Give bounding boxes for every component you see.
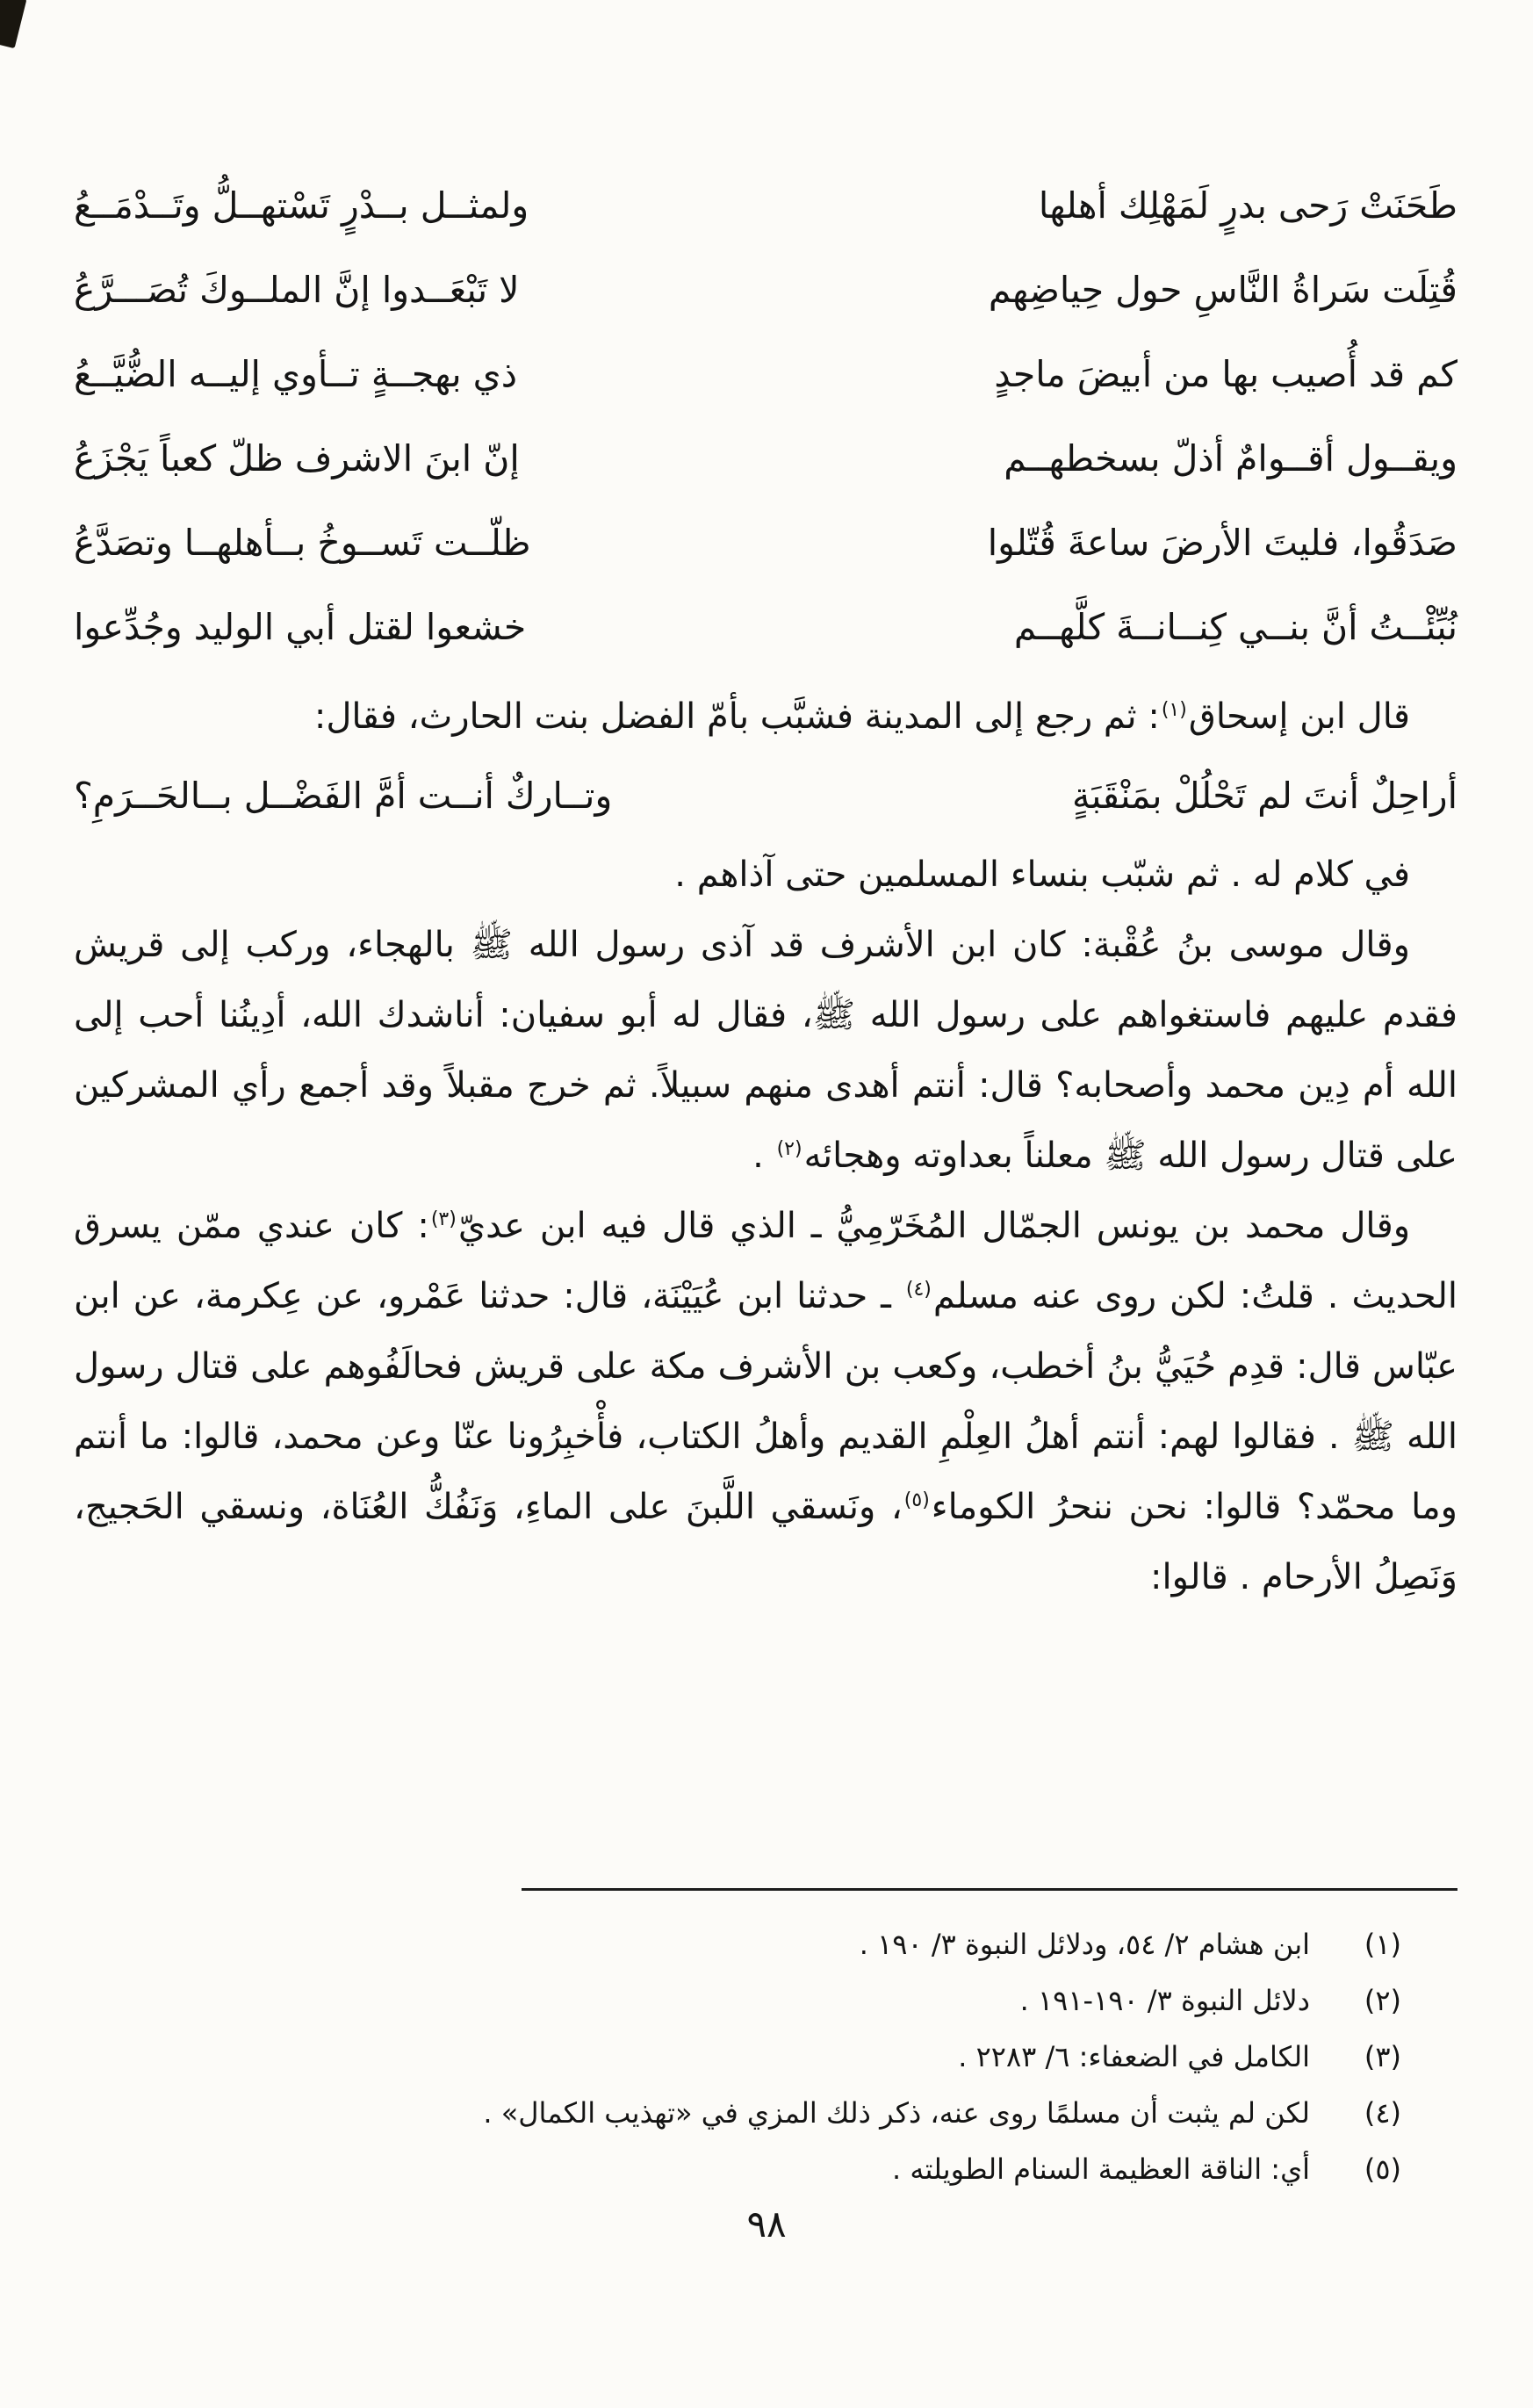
footnote — [74, 2029, 1401, 2085]
footnote-text: الكامل في الضعفاء: ٦/ ٢٢٨٣ . — [958, 2040, 1310, 2073]
hemistich-right: طَحَنَتْ رَحى بدرٍ لَمَهْلِك أهلها — [1038, 184, 1457, 227]
hemistich-right: صَدَقُوا، فليتَ الأرضَ ساعةَ قُتّلوا — [987, 522, 1457, 564]
hemistich-right: قُتِلَت سَراةُ النَّاسِ حول حِياضِهم — [988, 269, 1457, 311]
page-number: ٩٨ — [746, 2203, 787, 2246]
verse-row — [74, 585, 1457, 669]
footnote — [74, 2085, 1401, 2141]
hemistich-left: ولمثــل بــدْرٍ تَسْتهــلُّ وتَــدْمَــعُ — [74, 184, 529, 227]
footnote-ref: (٣) — [430, 1208, 457, 1230]
text-column — [74, 163, 1457, 1612]
footnote-ref: (٢) — [776, 1137, 802, 1160]
paragraph-musa-ibn-uqba: وقال موسى بنُ عُقْبة: كان ابن الأشرف قد آذى رسول الله ﷺ بالهجاء، وركب إلى قريش فقدم عليهم فاستغواهم على رسول الله ﷺ، فقال له أبو سفيان: أناشدك الله، أدِينُنا أحب إلى الله أم دِين محمد وأصحابه؟ قال: أنتم أهدى منهم سبيلاً. ثم خرج مقبلاً وقد أجمع رأي المشركين على قتال رسول الله ﷺ معلناً بعداوته وهجائه$^{(٢)}$ . — [74, 925, 1457, 1176]
hemistich-left: ظلّــت تَســوخُ بــأهلهــا وتصَدَّعُ — [74, 522, 531, 564]
verse-row — [74, 332, 1457, 416]
paragraph-fi-kalam: في كلام له . ثم شبّب بنساء المسلمين حتى آذاهم . — [674, 854, 1410, 895]
verse-row — [74, 501, 1457, 585]
footnote-ref: (١) — [1161, 698, 1187, 721]
poem-kaab-elegy — [74, 163, 1457, 669]
hemistich-left: ذي بهجــةٍ تــأوي إليــه الضُّيَّــعُ — [74, 353, 517, 395]
hemistich-left: إنّ ابنَ الاشرف ظلّ كعباً يَجْزَعُ — [74, 437, 520, 479]
footnote — [74, 2141, 1401, 2197]
paragraph-ibn-ishaq: قال ابن إسحاق$^{(١)}$: ثم رجع إلى المدينة فشبَّب بأمّ الفضل بنت الحارث، فقال: — [313, 696, 1410, 737]
hemistich-left: خشعوا لقتل أبي الوليد وجُدِّعوا — [74, 606, 527, 648]
verse-row — [74, 753, 1457, 838]
footnote-separator — [522, 1888, 1457, 1891]
footnote — [74, 1916, 1401, 1972]
hemistich-right: نُبِّئْــتُ أنَّ بنــي كِنــانــةَ كلَّهــم — [1013, 606, 1457, 648]
hemistich-right: كم قد أُصيب بها من أبيضَ ماجدٍ — [994, 353, 1457, 395]
verse-row — [74, 416, 1457, 501]
footnote — [74, 1972, 1401, 2029]
footnote-number: (٤) — [1364, 2096, 1401, 2130]
footnotes-section — [74, 1916, 1401, 2197]
poem-umm-alfadl-verse — [74, 753, 1457, 838]
scan-artifact — [0, 0, 27, 48]
footnote-text: ابن هشام ٢/ ٥٤، ودلائل النبوة ٣/ ١٩٠ . — [859, 1928, 1310, 1961]
footnote-number: (٥) — [1364, 2152, 1401, 2186]
footnote-number: (٢) — [1364, 1984, 1401, 2017]
hemistich-left: وتــاركٌ أنــت أمَّ الفَضْــل بــالحَــرَمِ؟ — [74, 775, 613, 817]
footnote-text: دلائل النبوة ٣/ ١٩٠-١٩١ . — [1019, 1984, 1310, 2017]
footnote-ref: (٥) — [903, 1489, 930, 1511]
footnote-text: أي: الناقة العظيمة السنام الطويلته . — [891, 2152, 1310, 2186]
footnote-number: (١) — [1364, 1928, 1401, 1961]
hemistich-right: أراحِلٌ أنتَ لم تَحْلُلْ بمَنْقَبَةٍ — [1071, 775, 1457, 817]
hemistich-left: لا تَبْعَــدوا إنَّ الملــوكَ تُصَـــرَّعُ — [74, 269, 520, 311]
verse-row — [74, 248, 1457, 332]
hemistich-right: ويقــول أقــوامٌ أذلّ بسخطهــم — [1004, 437, 1457, 479]
paragraph-muhammad-ibn-yunus: وقال محمد بن يونس الجمّال المُخَرّمِيُّ ـ الذي قال فيه ابن عديّ$^{(٣)}$: كان عندي ممّن يسرق الحديث . قلتُ: لكن روى عنه مسلم$^{(٤)}$ ـ حدثنا ابن عُيَيْنَة، قال: حدثنا عَمْرو، عن عِكرمة، عن ابن عبّاس قال: قدِم حُيَيُّ بنُ أخطب، وكعب بن الأشرف مكة على قريش فحالَفُوهم على قتال رسول الله ﷺ . فقالوا لهم: أنتم أهلُ العِلْمِ القديم وأهلُ الكتاب، فأْخبِرُونا عنّا وعن محمد، قالوا: ما أنتم وما محمّد؟ قالوا: نحن ننحرُ الكوماء$^{(٥)}$، ونَسقي اللَّبنَ على الماءِ، وَنَفُكُّ العُنَاة، ونسقي الحَجيج، وَنَصِلُ الأرحام . قالوا: — [74, 1206, 1458, 1597]
footnote-number: (٣) — [1364, 2040, 1401, 2073]
footnote-text: لكن لم يثبت أن مسلمًا روى عنه، ذكر ذلك المزي في «تهذيب الكمال» . — [483, 2096, 1310, 2130]
verse-row — [74, 163, 1457, 248]
footnote-ref: (٤) — [905, 1278, 932, 1301]
